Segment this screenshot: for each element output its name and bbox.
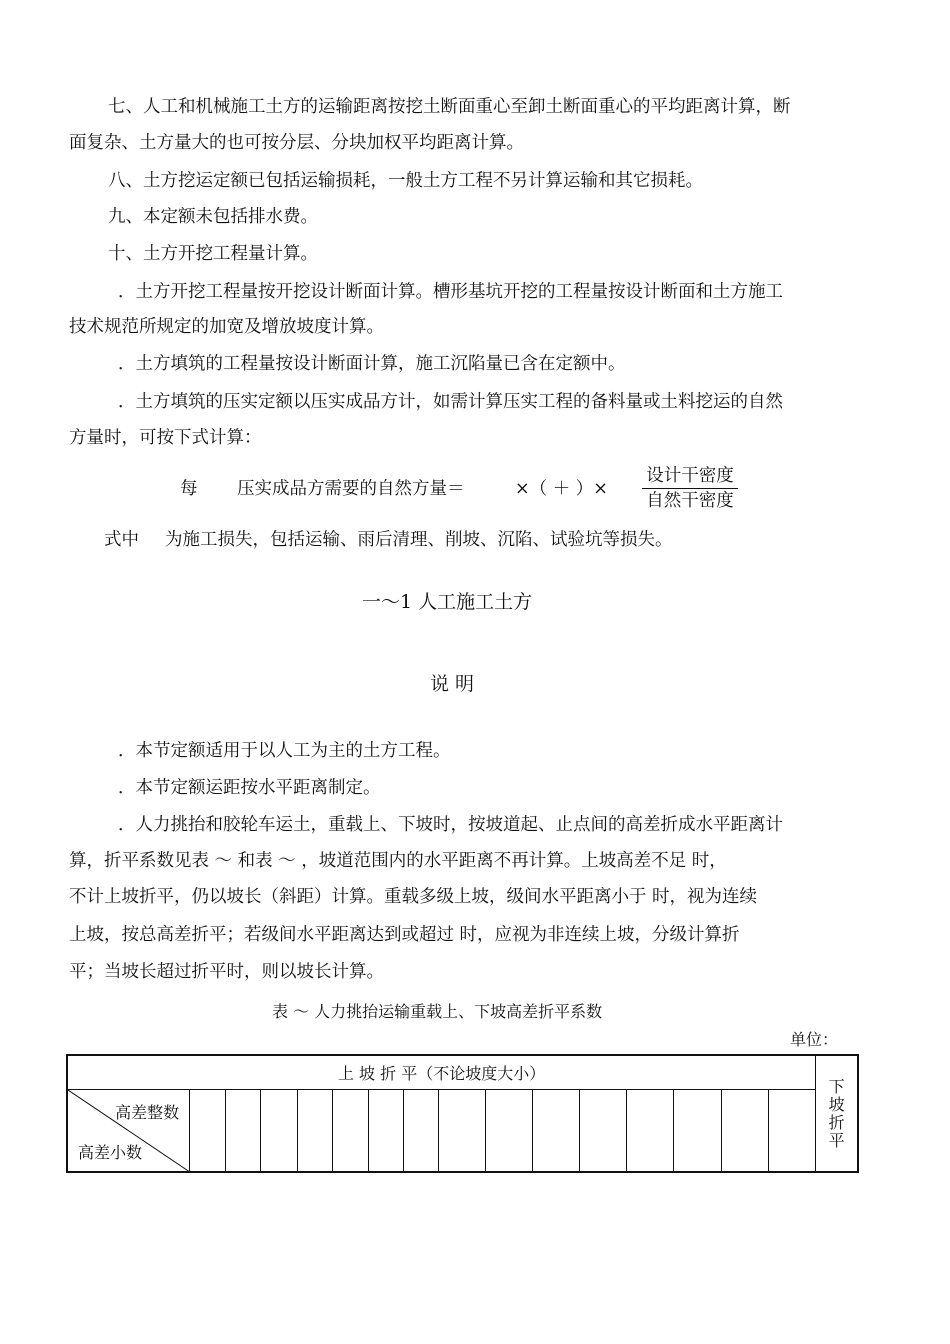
- paragraph-10-2: ．土方填筑的工程量按设计断面计算，施工沉陷量已含在定额中。: [118, 354, 626, 374]
- uphill-header: 上 坡 折 平（不论坡度大小）: [67, 1055, 816, 1089]
- downhill-char-3: 折: [828, 1112, 845, 1132]
- downhill-char-4: 平: [828, 1130, 845, 1150]
- paragraph-10-1-line-1: ．土方开挖工程量按开挖设计断面计算。槽形基坑开挖的工程量按设计断面和土方施工: [118, 282, 783, 302]
- table-cell: [226, 1089, 261, 1172]
- fraction-denominator: 自然干密度: [646, 491, 734, 511]
- table-cell: [439, 1089, 485, 1172]
- item-3-line-1: ．人力挑抬和胶轮车运土，重载上、下坡时，按坡道起、止点间的高差折成水平距离计: [118, 815, 783, 835]
- item-3-line-3: 不计上坡折平，仍以坡长（斜距）计算。重载多级上坡，级间水平距离小于 时，视为连续: [69, 887, 758, 907]
- paragraph-10: 十、土方开挖工程量计算。: [108, 244, 318, 264]
- item-3-line-4: 上坡，按总高差折平；若级间水平距离达到或超过 时，应视为非连续上坡，分级计算折: [69, 925, 740, 945]
- formula-fraction: [640, 466, 740, 513]
- paragraph-7-line-2: 面复杂、土方量大的也可按分层、分块加权平均距离计算。: [69, 133, 524, 153]
- note-prefix: 式中: [104, 530, 139, 550]
- paragraph-10-3-line-2: 方量时，可按下式计算：: [69, 428, 262, 448]
- table-cell: [768, 1089, 815, 1172]
- table-cell: [580, 1089, 627, 1172]
- downhill-header: [816, 1055, 858, 1172]
- item-3-line-2: 算，折平系数见表 ～ 和表 ～ ，坡道范围内的水平距离不再计算。上坡高差不足 时，: [69, 851, 727, 871]
- formula-multiplier: ×（ ＋ ）×: [515, 479, 608, 499]
- table-cell: [532, 1089, 579, 1172]
- item-1: ．本节定额适用于以人工为主的土方工程。: [118, 741, 451, 761]
- diag-label-integer: 高差整数: [115, 1102, 180, 1122]
- table-cell: [721, 1089, 768, 1172]
- formula-each: 每: [180, 479, 198, 499]
- diag-label-decimal: 高差小数: [78, 1143, 143, 1162]
- paragraph-9: 九、本定额未包括排水费。: [108, 207, 318, 227]
- paragraph-10-3-line-1: ．土方填筑的压实定额以压实成品方计，如需计算压实工程的备料量或土料挖运的自然: [118, 392, 783, 412]
- formula-left-side: 压实成品方需要的自然方量＝: [237, 479, 465, 499]
- table-cell: [190, 1089, 226, 1172]
- fraction-numerator: 设计干密度: [646, 466, 734, 486]
- paragraph-10-1-line-2: 技术规范所规定的加宽及增放坡度计算。: [69, 317, 384, 337]
- diagonal-header-cell: [67, 1089, 190, 1172]
- table-cell: [261, 1089, 297, 1172]
- item-3-line-5: 平；当坡长超过折平时，则以坡长计算。: [69, 962, 384, 982]
- explanation-title: 说 明: [430, 673, 475, 695]
- note-text: 为施工损失，包括运输、雨后清理、削坡、沉陷、试验坑等损失。: [165, 530, 673, 550]
- table-cell: [404, 1089, 439, 1172]
- table-cell: [674, 1089, 721, 1172]
- downhill-char-2: 坡: [828, 1094, 845, 1114]
- table-cell: [368, 1089, 403, 1172]
- slope-coefficient-table: [66, 1054, 859, 1173]
- paragraph-8: 八、土方挖运定额已包括运输损耗，一般土方工程不另计算运输和其它损耗。: [108, 171, 703, 191]
- table-unit: 单位：: [790, 1030, 839, 1049]
- table-cell: [332, 1089, 368, 1172]
- item-2: ．本节定额运距按水平距离制定。: [118, 778, 381, 798]
- table-cell: [297, 1089, 332, 1172]
- table-cell: [627, 1089, 674, 1172]
- table-caption: 表 ～ 人力挑抬运输重载上、下坡高差折平系数: [272, 1002, 603, 1021]
- section-title: 一～1 人工施工土方: [362, 591, 533, 613]
- table-cell: [485, 1089, 532, 1172]
- downhill-char-1: 下: [828, 1076, 845, 1096]
- paragraph-7-line-1: 七、人工和机械施工土方的运输距离按挖土断面重心至卸土断面重心的平均距离计算，断: [108, 97, 791, 117]
